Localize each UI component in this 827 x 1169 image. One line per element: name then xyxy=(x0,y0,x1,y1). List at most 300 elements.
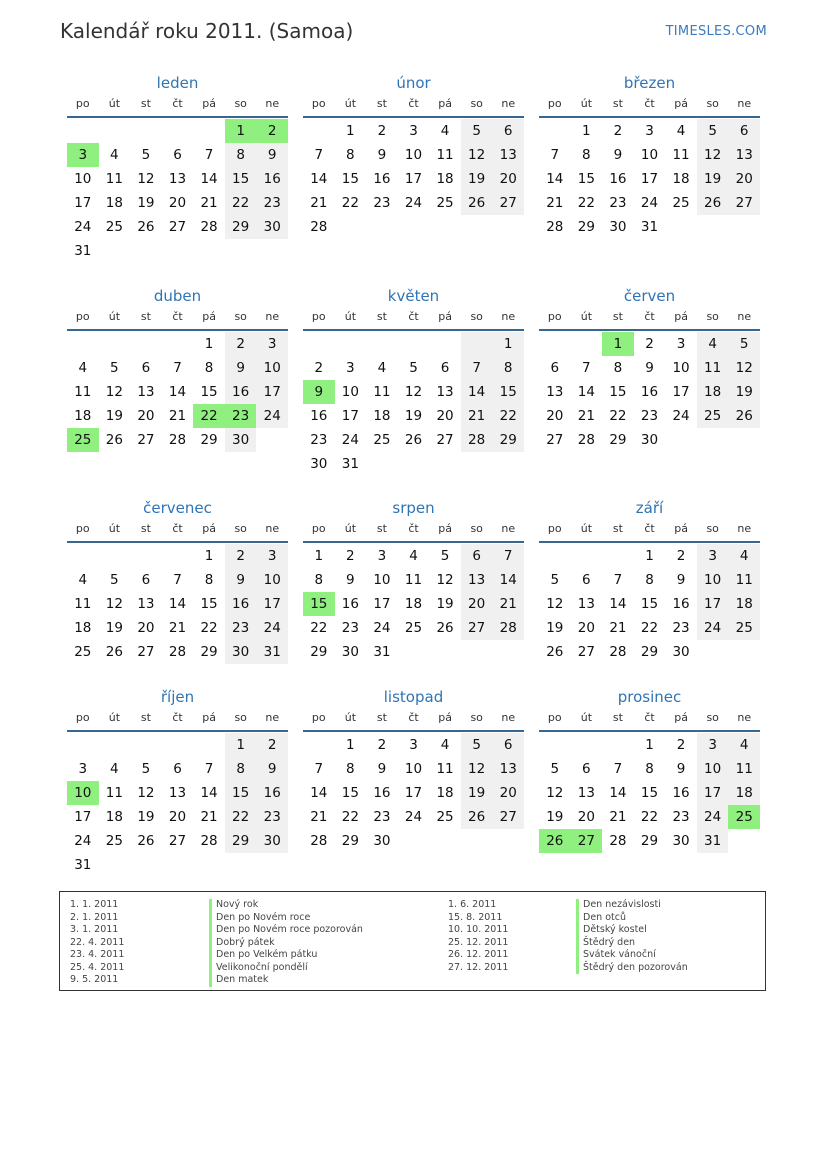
day-cell[interactable]: 19 xyxy=(137,195,155,211)
day-cell[interactable]: 10 xyxy=(74,171,92,187)
day-cell[interactable]: 25 xyxy=(697,404,729,428)
day-cell[interactable]: 28 xyxy=(200,833,218,849)
day-cell[interactable]: 8 xyxy=(346,761,355,777)
day-cell[interactable]: 7 xyxy=(204,147,214,163)
day-cell[interactable]: 24 xyxy=(640,195,659,211)
day-cell[interactable]: 9 xyxy=(256,143,288,167)
day-cell[interactable]: 2 xyxy=(346,548,355,564)
day-cell[interactable]: 20 xyxy=(168,809,187,825)
day-cell[interactable]: 13 xyxy=(577,785,595,801)
day-cell[interactable]: 5 xyxy=(461,733,493,757)
day-cell[interactable]: 3 xyxy=(697,733,729,757)
day-cell[interactable]: 3 xyxy=(645,123,654,139)
day-cell[interactable]: 3 xyxy=(67,143,99,167)
day-cell[interactable]: 21 xyxy=(546,195,564,211)
day-cell[interactable]: 27 xyxy=(461,616,493,640)
day-cell[interactable]: 25 xyxy=(436,809,454,825)
day-cell[interactable]: 10 xyxy=(697,568,729,592)
day-cell[interactable]: 3 xyxy=(346,360,355,376)
day-cell[interactable]: 6 xyxy=(461,544,493,568)
day-cell[interactable]: 31 xyxy=(341,456,359,472)
day-cell[interactable]: 14 xyxy=(310,785,328,801)
day-cell[interactable]: 13 xyxy=(168,785,187,801)
day-cell[interactable]: 30 xyxy=(672,644,690,660)
day-cell[interactable]: 2 xyxy=(256,119,288,143)
day-cell[interactable]: 15 xyxy=(341,171,359,187)
day-cell[interactable]: 1 xyxy=(204,548,214,564)
day-cell[interactable]: 12 xyxy=(404,384,423,400)
brand-link[interactable]: TIMESLES.COM xyxy=(665,24,767,39)
day-cell[interactable]: 5 xyxy=(697,119,729,143)
day-cell[interactable]: 6 xyxy=(492,733,524,757)
day-cell[interactable]: 16 xyxy=(373,785,391,801)
day-cell[interactable]: 3 xyxy=(256,332,288,356)
day-cell[interactable]: 26 xyxy=(461,191,493,215)
day-cell[interactable]: 19 xyxy=(728,380,760,404)
day-cell[interactable]: 4 xyxy=(377,360,387,376)
day-cell[interactable]: 22 xyxy=(341,809,359,825)
day-cell[interactable]: 20 xyxy=(577,620,595,636)
day-cell[interactable]: 22 xyxy=(609,408,627,424)
day-cell[interactable]: 12 xyxy=(105,384,123,400)
day-cell[interactable]: 30 xyxy=(640,432,659,448)
day-cell[interactable]: 22 xyxy=(577,195,595,211)
day-cell[interactable]: 11 xyxy=(74,384,92,400)
day-cell[interactable]: 30 xyxy=(310,456,328,472)
day-cell[interactable]: 8 xyxy=(645,761,654,777)
day-cell[interactable]: 12 xyxy=(546,785,564,801)
day-cell[interactable]: 21 xyxy=(310,809,328,825)
day-cell[interactable]: 26 xyxy=(546,644,564,660)
day-cell[interactable]: 10 xyxy=(256,356,288,380)
day-cell[interactable]: 23 xyxy=(373,195,391,211)
day-cell[interactable]: 5 xyxy=(409,360,418,376)
day-cell[interactable]: 29 xyxy=(640,833,659,849)
day-cell[interactable]: 13 xyxy=(577,596,595,612)
day-cell[interactable]: 31 xyxy=(74,857,92,873)
day-cell[interactable]: 18 xyxy=(697,380,729,404)
day-cell[interactable]: 10 xyxy=(341,384,359,400)
day-cell[interactable]: 8 xyxy=(645,572,654,588)
day-cell[interactable]: 6 xyxy=(550,360,560,376)
day-cell[interactable]: 16 xyxy=(373,171,391,187)
day-cell[interactable]: 12 xyxy=(137,785,155,801)
day-cell[interactable]: 14 xyxy=(492,568,524,592)
day-cell[interactable]: 15 xyxy=(640,596,659,612)
day-cell[interactable]: 28 xyxy=(168,644,187,660)
day-cell[interactable]: 9 xyxy=(676,572,686,588)
day-cell[interactable]: 30 xyxy=(609,219,627,235)
day-cell[interactable]: 24 xyxy=(341,432,359,448)
day-cell[interactable]: 14 xyxy=(168,596,187,612)
day-cell[interactable]: 4 xyxy=(440,737,450,753)
day-cell[interactable]: 2 xyxy=(645,336,654,352)
day-cell[interactable]: 22 xyxy=(341,195,359,211)
day-cell[interactable]: 10 xyxy=(404,761,423,777)
day-cell[interactable]: 12 xyxy=(546,596,564,612)
day-cell[interactable]: 30 xyxy=(256,829,288,853)
day-cell[interactable]: 19 xyxy=(105,408,123,424)
day-cell[interactable]: 10 xyxy=(697,757,729,781)
day-cell[interactable]: 1 xyxy=(346,123,355,139)
day-cell[interactable]: 23 xyxy=(672,620,690,636)
day-cell[interactable]: 3 xyxy=(409,123,418,139)
day-cell[interactable]: 7 xyxy=(173,360,182,376)
day-cell[interactable]: 19 xyxy=(404,408,423,424)
day-cell[interactable]: 2 xyxy=(377,123,387,139)
day-cell[interactable]: 17 xyxy=(74,809,92,825)
day-cell[interactable]: 17 xyxy=(256,592,288,616)
day-cell[interactable]: 16 xyxy=(341,596,359,612)
day-cell[interactable]: 7 xyxy=(173,572,182,588)
day-cell[interactable]: 24 xyxy=(256,616,288,640)
day-cell[interactable]: 8 xyxy=(225,757,257,781)
day-cell[interactable]: 6 xyxy=(728,119,760,143)
day-cell[interactable]: 20 xyxy=(137,620,155,636)
day-cell[interactable]: 22 xyxy=(310,620,328,636)
day-cell[interactable]: 1 xyxy=(582,123,591,139)
day-cell[interactable]: 16 xyxy=(225,380,257,404)
day-cell[interactable]: 29 xyxy=(200,644,218,660)
day-cell[interactable]: 26 xyxy=(728,404,760,428)
day-cell[interactable]: 11 xyxy=(404,572,423,588)
day-cell[interactable]: 20 xyxy=(577,809,595,825)
day-cell[interactable]: 19 xyxy=(461,781,493,805)
day-cell[interactable]: 18 xyxy=(404,596,423,612)
day-cell[interactable]: 8 xyxy=(582,147,591,163)
day-cell[interactable]: 9 xyxy=(645,360,654,376)
day-cell[interactable]: 13 xyxy=(137,384,155,400)
day-cell[interactable]: 24 xyxy=(697,805,729,829)
day-cell[interactable]: 24 xyxy=(697,616,729,640)
day-cell[interactable]: 31 xyxy=(640,219,659,235)
day-cell[interactable]: 14 xyxy=(200,785,218,801)
day-cell[interactable]: 4 xyxy=(697,332,729,356)
day-cell[interactable]: 1 xyxy=(314,548,324,564)
day-cell[interactable]: 1 xyxy=(645,548,654,564)
day-cell[interactable]: 1 xyxy=(346,737,355,753)
day-cell[interactable]: 29 xyxy=(492,428,524,452)
day-cell[interactable]: 17 xyxy=(373,596,391,612)
day-cell[interactable]: 24 xyxy=(404,195,423,211)
day-cell[interactable]: 22 xyxy=(200,620,218,636)
day-cell[interactable]: 31 xyxy=(74,243,92,259)
day-cell[interactable]: 7 xyxy=(613,572,623,588)
day-cell[interactable]: 13 xyxy=(546,384,564,400)
day-cell[interactable]: 10 xyxy=(672,360,690,376)
day-cell[interactable]: 15 xyxy=(200,596,218,612)
day-cell[interactable]: 7 xyxy=(314,147,324,163)
day-cell[interactable]: 6 xyxy=(582,761,591,777)
day-cell[interactable]: 16 xyxy=(640,384,659,400)
day-cell[interactable]: 31 xyxy=(373,644,391,660)
day-cell[interactable]: 27 xyxy=(137,644,155,660)
day-cell[interactable]: 21 xyxy=(461,404,493,428)
day-cell[interactable]: 11 xyxy=(436,761,454,777)
day-cell[interactable]: 25 xyxy=(105,833,123,849)
day-cell[interactable]: 10 xyxy=(256,568,288,592)
day-cell[interactable]: 7 xyxy=(461,356,493,380)
day-cell[interactable]: 9 xyxy=(303,380,335,404)
day-cell[interactable]: 20 xyxy=(168,195,187,211)
day-cell[interactable]: 15 xyxy=(200,384,218,400)
day-cell[interactable]: 17 xyxy=(697,781,729,805)
day-cell[interactable]: 11 xyxy=(728,568,760,592)
day-cell[interactable]: 19 xyxy=(697,167,729,191)
day-cell[interactable]: 15 xyxy=(225,167,257,191)
day-cell[interactable]: 6 xyxy=(141,360,151,376)
day-cell[interactable]: 12 xyxy=(436,572,454,588)
day-cell[interactable]: 23 xyxy=(225,616,257,640)
day-cell[interactable]: 13 xyxy=(137,596,155,612)
day-cell[interactable]: 31 xyxy=(697,829,729,853)
day-cell[interactable]: 30 xyxy=(373,833,391,849)
day-cell[interactable]: 22 xyxy=(193,404,225,428)
day-cell[interactable]: 24 xyxy=(373,620,391,636)
day-cell[interactable]: 6 xyxy=(492,119,524,143)
day-cell[interactable]: 2 xyxy=(676,548,686,564)
day-cell[interactable]: 28 xyxy=(168,432,187,448)
day-cell[interactable]: 26 xyxy=(105,644,123,660)
day-cell[interactable]: 22 xyxy=(492,404,524,428)
day-cell[interactable]: 15 xyxy=(609,384,627,400)
day-cell[interactable]: 25 xyxy=(373,432,391,448)
day-cell[interactable]: 11 xyxy=(373,384,391,400)
day-cell[interactable]: 23 xyxy=(225,404,257,428)
day-cell[interactable]: 25 xyxy=(105,219,123,235)
day-cell[interactable]: 25 xyxy=(74,644,92,660)
day-cell[interactable]: 28 xyxy=(310,219,328,235)
day-cell[interactable]: 23 xyxy=(672,809,690,825)
day-cell[interactable]: 16 xyxy=(609,171,627,187)
day-cell[interactable]: 27 xyxy=(577,644,595,660)
day-cell[interactable]: 17 xyxy=(672,384,690,400)
day-cell[interactable]: 28 xyxy=(546,219,564,235)
day-cell[interactable]: 4 xyxy=(110,147,119,163)
day-cell[interactable]: 29 xyxy=(200,432,218,448)
day-cell[interactable]: 14 xyxy=(609,785,627,801)
day-cell[interactable]: 1 xyxy=(492,332,524,356)
day-cell[interactable]: 29 xyxy=(225,215,257,239)
day-cell[interactable]: 25 xyxy=(67,428,99,452)
day-cell[interactable]: 18 xyxy=(74,620,92,636)
day-cell[interactable]: 18 xyxy=(672,171,690,187)
day-cell[interactable]: 25 xyxy=(728,805,760,829)
day-cell[interactable]: 27 xyxy=(436,432,454,448)
day-cell[interactable]: 30 xyxy=(341,644,359,660)
day-cell[interactable]: 13 xyxy=(492,143,524,167)
day-cell[interactable]: 20 xyxy=(137,408,155,424)
day-cell[interactable]: 18 xyxy=(728,592,760,616)
day-cell[interactable]: 25 xyxy=(404,620,423,636)
day-cell[interactable]: 6 xyxy=(173,147,182,163)
day-cell[interactable]: 10 xyxy=(404,147,423,163)
day-cell[interactable]: 4 xyxy=(78,572,88,588)
day-cell[interactable]: 27 xyxy=(492,805,524,829)
day-cell[interactable]: 26 xyxy=(436,620,454,636)
day-cell[interactable]: 11 xyxy=(436,147,454,163)
day-cell[interactable]: 5 xyxy=(110,572,119,588)
day-cell[interactable]: 26 xyxy=(697,191,729,215)
day-cell[interactable]: 27 xyxy=(168,219,187,235)
day-cell[interactable]: 15 xyxy=(577,171,595,187)
day-cell[interactable]: 4 xyxy=(676,123,686,139)
day-cell[interactable]: 23 xyxy=(256,191,288,215)
day-cell[interactable]: 12 xyxy=(728,356,760,380)
day-cell[interactable]: 26 xyxy=(137,833,155,849)
day-cell[interactable]: 11 xyxy=(728,757,760,781)
day-cell[interactable]: 23 xyxy=(341,620,359,636)
day-cell[interactable]: 14 xyxy=(168,384,187,400)
day-cell[interactable]: 22 xyxy=(640,620,659,636)
day-cell[interactable]: 5 xyxy=(550,761,560,777)
day-cell[interactable]: 18 xyxy=(74,408,92,424)
day-cell[interactable]: 21 xyxy=(168,408,187,424)
day-cell[interactable]: 3 xyxy=(676,336,686,352)
day-cell[interactable]: 9 xyxy=(225,568,257,592)
day-cell[interactable]: 3 xyxy=(377,548,387,564)
day-cell[interactable]: 7 xyxy=(492,544,524,568)
day-cell[interactable]: 29 xyxy=(341,833,359,849)
day-cell[interactable]: 19 xyxy=(461,167,493,191)
day-cell[interactable]: 18 xyxy=(436,171,454,187)
day-cell[interactable]: 23 xyxy=(640,408,659,424)
day-cell[interactable]: 29 xyxy=(640,644,659,660)
day-cell[interactable]: 24 xyxy=(256,404,288,428)
day-cell[interactable]: 8 xyxy=(346,147,355,163)
day-cell[interactable]: 7 xyxy=(204,761,214,777)
day-cell[interactable]: 16 xyxy=(256,167,288,191)
day-cell[interactable]: 27 xyxy=(728,191,760,215)
day-cell[interactable]: 24 xyxy=(74,833,92,849)
day-cell[interactable]: 26 xyxy=(404,432,423,448)
day-cell[interactable]: 28 xyxy=(609,833,627,849)
day-cell[interactable]: 2 xyxy=(225,544,257,568)
day-cell[interactable]: 13 xyxy=(461,568,493,592)
day-cell[interactable]: 15 xyxy=(640,785,659,801)
day-cell[interactable]: 16 xyxy=(672,596,690,612)
day-cell[interactable]: 18 xyxy=(728,781,760,805)
day-cell[interactable]: 28 xyxy=(577,432,595,448)
day-cell[interactable]: 3 xyxy=(697,544,729,568)
day-cell[interactable]: 6 xyxy=(173,761,182,777)
day-cell[interactable]: 23 xyxy=(256,805,288,829)
day-cell[interactable]: 1 xyxy=(602,332,634,356)
day-cell[interactable]: 15 xyxy=(492,380,524,404)
day-cell[interactable]: 24 xyxy=(404,809,423,825)
day-cell[interactable]: 17 xyxy=(640,171,659,187)
day-cell[interactable]: 21 xyxy=(609,620,627,636)
day-cell[interactable]: 2 xyxy=(676,737,686,753)
day-cell[interactable]: 20 xyxy=(728,167,760,191)
day-cell[interactable]: 30 xyxy=(225,428,257,452)
day-cell[interactable]: 26 xyxy=(539,829,571,853)
day-cell[interactable]: 9 xyxy=(377,147,387,163)
day-cell[interactable]: 30 xyxy=(225,640,257,664)
day-cell[interactable]: 29 xyxy=(577,219,595,235)
day-cell[interactable]: 13 xyxy=(436,384,454,400)
day-cell[interactable]: 13 xyxy=(728,143,760,167)
day-cell[interactable]: 25 xyxy=(436,195,454,211)
day-cell[interactable]: 10 xyxy=(640,147,659,163)
day-cell[interactable]: 23 xyxy=(310,432,328,448)
day-cell[interactable]: 25 xyxy=(728,616,760,640)
day-cell[interactable]: 7 xyxy=(613,761,623,777)
day-cell[interactable]: 17 xyxy=(404,171,423,187)
day-cell[interactable]: 24 xyxy=(672,408,690,424)
day-cell[interactable]: 5 xyxy=(461,119,493,143)
day-cell[interactable]: 10 xyxy=(67,781,99,805)
day-cell[interactable]: 20 xyxy=(492,167,524,191)
day-cell[interactable]: 18 xyxy=(105,809,123,825)
day-cell[interactable]: 16 xyxy=(256,781,288,805)
day-cell[interactable]: 27 xyxy=(168,833,187,849)
day-cell[interactable]: 6 xyxy=(582,572,591,588)
day-cell[interactable]: 1 xyxy=(204,336,214,352)
day-cell[interactable]: 27 xyxy=(137,432,155,448)
day-cell[interactable]: 7 xyxy=(582,360,591,376)
day-cell[interactable]: 9 xyxy=(256,757,288,781)
day-cell[interactable]: 3 xyxy=(409,737,418,753)
day-cell[interactable]: 19 xyxy=(436,596,454,612)
day-cell[interactable]: 14 xyxy=(609,596,627,612)
day-cell[interactable]: 19 xyxy=(546,809,564,825)
day-cell[interactable]: 1 xyxy=(225,733,257,757)
day-cell[interactable]: 26 xyxy=(137,219,155,235)
day-cell[interactable]: 9 xyxy=(377,761,387,777)
day-cell[interactable]: 29 xyxy=(609,432,627,448)
day-cell[interactable]: 29 xyxy=(225,829,257,853)
day-cell[interactable]: 13 xyxy=(492,757,524,781)
day-cell[interactable]: 27 xyxy=(546,432,564,448)
day-cell[interactable]: 16 xyxy=(310,408,328,424)
day-cell[interactable]: 3 xyxy=(256,544,288,568)
day-cell[interactable]: 19 xyxy=(105,620,123,636)
day-cell[interactable]: 15 xyxy=(303,592,335,616)
day-cell[interactable]: 12 xyxy=(697,143,729,167)
day-cell[interactable]: 14 xyxy=(577,384,595,400)
day-cell[interactable]: 14 xyxy=(200,171,218,187)
day-cell[interactable]: 2 xyxy=(256,733,288,757)
day-cell[interactable]: 19 xyxy=(137,809,155,825)
day-cell[interactable]: 7 xyxy=(314,761,324,777)
day-cell[interactable]: 11 xyxy=(105,171,123,187)
day-cell[interactable]: 14 xyxy=(310,171,328,187)
day-cell[interactable]: 17 xyxy=(256,380,288,404)
day-cell[interactable]: 8 xyxy=(314,572,324,588)
day-cell[interactable]: 25 xyxy=(672,195,690,211)
day-cell[interactable]: 1 xyxy=(225,119,257,143)
day-cell[interactable]: 28 xyxy=(461,428,493,452)
day-cell[interactable]: 21 xyxy=(200,195,218,211)
day-cell[interactable]: 4 xyxy=(78,360,88,376)
day-cell[interactable]: 5 xyxy=(141,147,151,163)
day-cell[interactable]: 20 xyxy=(546,408,564,424)
day-cell[interactable]: 8 xyxy=(492,356,524,380)
day-cell[interactable]: 8 xyxy=(204,572,214,588)
day-cell[interactable]: 8 xyxy=(613,360,623,376)
day-cell[interactable]: 13 xyxy=(168,171,187,187)
day-cell[interactable]: 27 xyxy=(571,829,603,853)
day-cell[interactable]: 4 xyxy=(728,733,760,757)
day-cell[interactable]: 31 xyxy=(256,640,288,664)
day-cell[interactable]: 4 xyxy=(409,548,418,564)
day-cell[interactable]: 21 xyxy=(609,809,627,825)
day-cell[interactable]: 21 xyxy=(168,620,187,636)
day-cell[interactable]: 20 xyxy=(492,781,524,805)
day-cell[interactable]: 16 xyxy=(672,785,690,801)
day-cell[interactable]: 14 xyxy=(546,171,564,187)
